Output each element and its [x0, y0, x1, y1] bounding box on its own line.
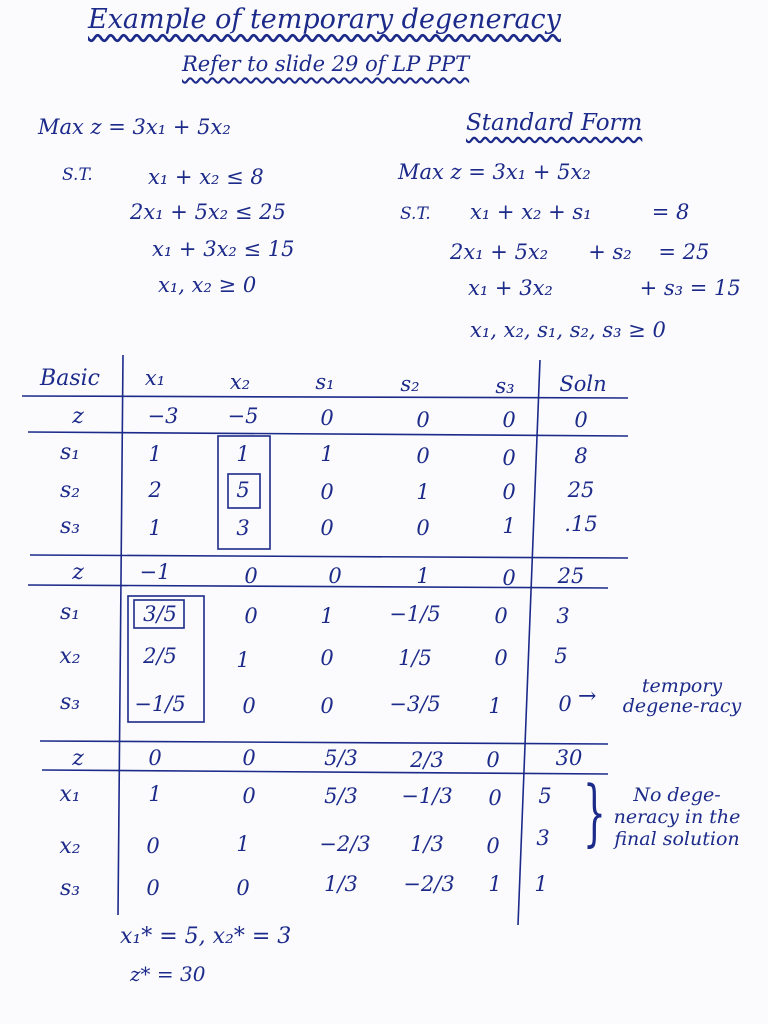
t3-r3-x2: 0 [236, 876, 250, 900]
t3-r1-s1: 5/3 [324, 784, 358, 808]
t1-r3-x1: 1 [148, 516, 162, 540]
arrow-icon: → [578, 684, 597, 709]
page-subtitle: Refer to slide 29 of LP PPT [182, 52, 470, 76]
t1-r3-soln: .15 [564, 512, 598, 536]
right-brace-icon: } [583, 770, 606, 854]
t3-r2-x2: 1 [236, 832, 250, 856]
t1-z-s3: 0 [502, 408, 516, 432]
t3-r2-soln: 3 [536, 826, 550, 850]
t3-r2-x1: 0 [146, 834, 160, 858]
t3-r1-x1: 1 [148, 782, 162, 806]
t3-z-s3: 0 [486, 748, 500, 772]
t2-r1-s2: −1/5 [389, 602, 441, 626]
temporary-degeneracy-note: tempory degene-racy [622, 675, 742, 717]
t3-r2-s3: 0 [486, 834, 500, 858]
t2-r2-x1: 2/5 [143, 644, 177, 668]
header-basic: Basic [40, 366, 100, 391]
t3-r3-basic: s₃ [59, 876, 81, 901]
header-s3: s₃ [495, 374, 515, 398]
t2-r1-x2: 0 [244, 604, 258, 628]
header-s2: s₂ [400, 372, 420, 396]
optimal-variables: x₁* = 5, x₂* = 3 [120, 924, 292, 949]
t2-r3-s2: −3/5 [389, 692, 441, 716]
t1-r1-s1: 1 [320, 442, 334, 466]
t2-r3-basic: s₃ [59, 690, 81, 715]
t1-r2-soln: 25 [567, 478, 595, 502]
t2-r1-soln: 3 [556, 604, 570, 628]
standard-objective: Max z = 3x₁ + 5x₂ [398, 160, 591, 184]
t1-r3-s2: 0 [416, 516, 430, 540]
t3-z-soln: 30 [555, 746, 583, 770]
t3-r2-s1: −2/3 [319, 832, 371, 856]
original-st-label: S.T. [62, 165, 93, 185]
t1-r3-s1: 0 [320, 516, 334, 540]
t1-r3-s3: 1 [502, 514, 516, 538]
t1-r2-s2: 1 [416, 480, 430, 504]
tableau-separator-2 [40, 741, 608, 744]
t3-r1-s3: 0 [488, 786, 502, 810]
t1-r1-x1: 1 [148, 442, 162, 466]
t1-z-label: z [72, 404, 84, 429]
original-nonnegativity: x₁, x₂ ≥ 0 [158, 273, 257, 297]
t1-z-s2: 0 [416, 408, 430, 432]
t3-z-x2: 0 [242, 746, 256, 770]
t2-r1-s1: 1 [320, 604, 334, 628]
t2-r2-s2: 1/5 [398, 646, 432, 670]
t2-z-soln: 25 [557, 564, 585, 588]
t2-z-s1: 0 [328, 564, 342, 588]
t2-z-s3: 0 [502, 566, 516, 590]
t3-r3-x1: 0 [146, 876, 160, 900]
t2-z-label: z [72, 560, 84, 585]
t1-r2-x2: 5 [236, 478, 250, 502]
standard-st-label: S.T. [400, 204, 431, 224]
t1-r2-s1: 0 [320, 480, 334, 504]
basic-column-divider [118, 355, 123, 915]
t1-z-s1: 0 [320, 406, 334, 430]
t2-r2-x2: 1 [236, 648, 250, 672]
t1-r1-s3: 0 [502, 446, 516, 470]
t3-r1-s2: −1/3 [401, 784, 453, 808]
original-objective: Max z = 3x₁ + 5x₂ [38, 115, 231, 139]
standard-constraint-2: 2x₁ + 5x₂ + s₂ = 25 [450, 240, 710, 264]
standard-constraint-3: x₁ + 3x₂ + s₃ = 15 [468, 276, 741, 300]
t2-r3-x2: 0 [242, 694, 256, 718]
t3-r3-soln: 1 [534, 872, 548, 896]
tableau1-z-rule [28, 432, 628, 436]
t1-r2-basic: s₂ [59, 478, 81, 503]
optimal-objective: z* = 30 [130, 962, 206, 986]
t1-r3-basic: s₃ [59, 514, 81, 539]
t3-z-s2: 2/3 [410, 748, 444, 772]
t1-r1-s2: 0 [416, 444, 430, 468]
t3-r2-s2: 1/3 [410, 832, 444, 856]
t2-r3-x1: −1/5 [134, 692, 186, 716]
t1-r2-x1: 2 [148, 478, 162, 502]
t1-z-x1: −3 [147, 404, 179, 428]
t3-r3-s3: 1 [488, 872, 502, 896]
t2-r1-s3: 0 [494, 604, 508, 628]
t2-z-x1: −1 [139, 560, 171, 584]
t2-r2-soln: 5 [554, 644, 568, 668]
t3-r3-s2: −2/3 [403, 872, 455, 896]
t1-r3-x2: 3 [236, 516, 250, 540]
tableau-separator-1 [30, 555, 628, 558]
t2-z-x2: 0 [244, 564, 258, 588]
no-degeneracy-note: No dege-neracy in the final solution [613, 784, 741, 850]
standard-form-title: Standard Form [466, 110, 643, 136]
page-title: Example of temporary degeneracy [88, 4, 561, 35]
t3-r3-s1: 1/3 [324, 872, 358, 896]
t3-z-s1: 5/3 [324, 746, 358, 770]
standard-constraint-1: x₁ + x₂ + s₁ = 8 [470, 200, 690, 224]
t3-r1-soln: 5 [538, 784, 552, 808]
t3-z-label: z [72, 746, 84, 771]
header-soln: Soln [559, 372, 607, 396]
standard-nonnegativity: x₁, x₂, s₁, s₂, s₃ ≥ 0 [470, 318, 666, 342]
t1-z-x2: −5 [227, 404, 259, 428]
header-s1: s₁ [315, 370, 335, 394]
t2-r2-s1: 0 [320, 646, 334, 670]
t2-r3-s1: 0 [320, 694, 334, 718]
original-constraint-3: x₁ + 3x₂ ≤ 15 [152, 237, 295, 261]
t1-r1-soln: 8 [574, 444, 588, 468]
t3-r1-basic: x₁ [59, 782, 81, 807]
t3-r2-basic: x₂ [59, 834, 81, 859]
header-x1: x₁ [144, 366, 166, 390]
t2-z-s2: 1 [416, 564, 430, 588]
t1-r1-x2: 1 [236, 442, 250, 466]
original-constraint-1: x₁ + x₂ ≤ 8 [148, 165, 264, 189]
t1-r2-s3: 0 [502, 480, 516, 504]
t3-z-x1: 0 [148, 746, 162, 770]
t1-r1-basic: s₁ [59, 440, 81, 465]
t2-r2-basic: x₂ [59, 644, 81, 669]
original-constraint-2: 2x₁ + 5x₂ ≤ 25 [130, 200, 286, 224]
header-x2: x₂ [229, 370, 251, 394]
t2-r2-s3: 0 [494, 646, 508, 670]
t2-r3-soln: 0 [558, 692, 572, 716]
t2-r1-x1: 3/5 [143, 602, 177, 626]
t2-r1-basic: s₁ [59, 600, 81, 625]
t3-r1-x2: 0 [242, 784, 256, 808]
t1-z-soln: 0 [574, 408, 588, 432]
t2-r3-s3: 1 [488, 694, 502, 718]
